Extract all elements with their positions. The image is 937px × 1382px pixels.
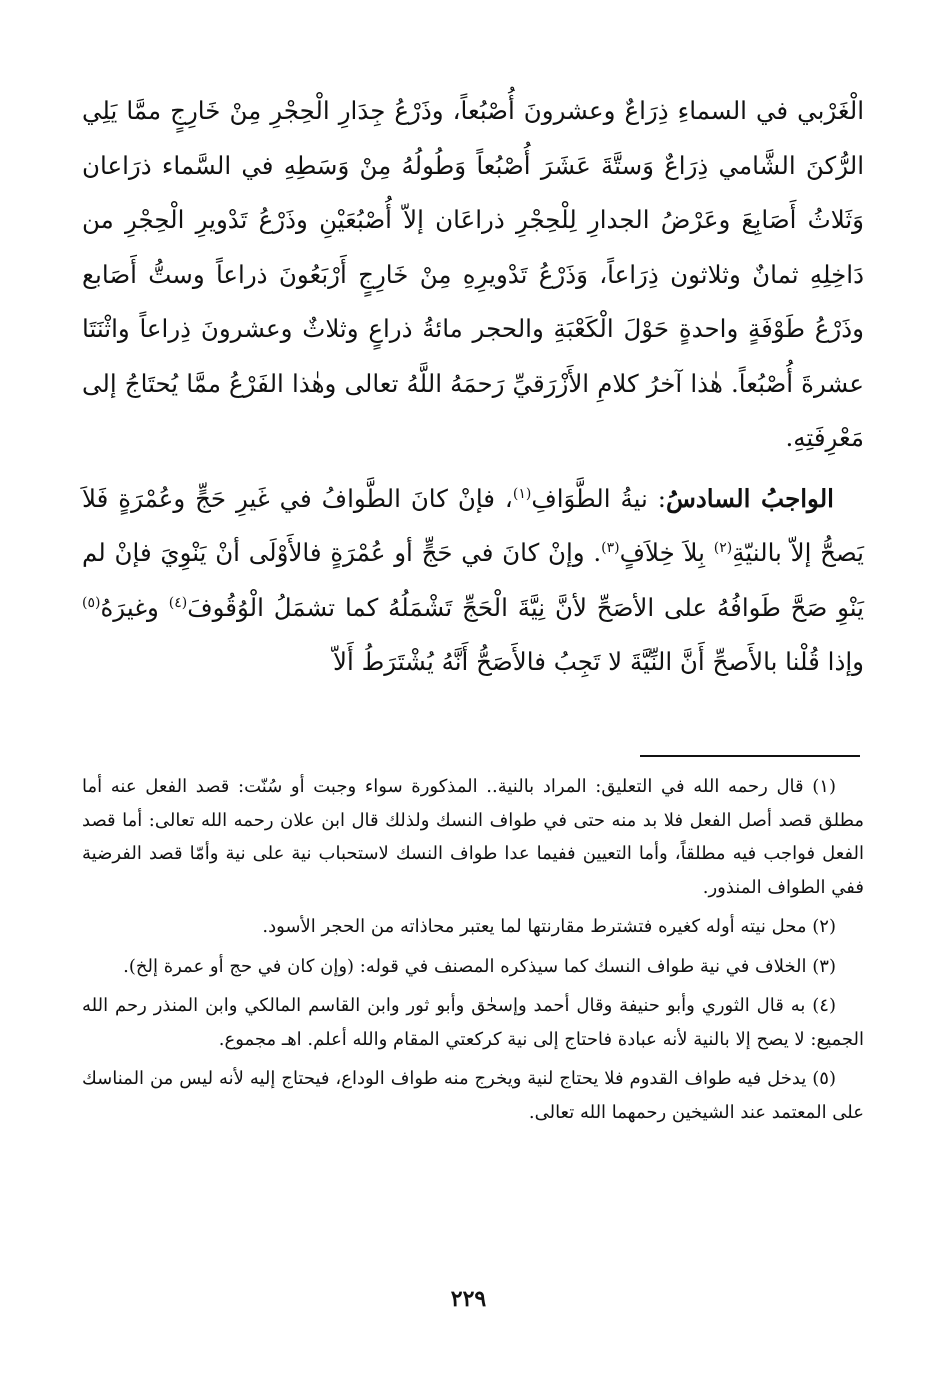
footnotes — [82, 770, 864, 1135]
footnote-ref-1: (١) — [512, 485, 532, 502]
main-text — [82, 84, 864, 690]
footnote-3: (٣) الخلاف في نية طواف النسك كما سيذكره المصنف في قوله: (وإن كان في حج أو عمرة إلخ). — [123, 955, 836, 977]
paragraph-2-segment: وإذا قُلْنا بالأَصحِّ أَنَّ النِّيَّةَ لا تَجِبُ فالأَصَحُّ أَنَّهُ يُشْتَرَطُ أَلاّ — [333, 647, 864, 676]
paragraph-2-segment: وغيرَهُ — [100, 592, 169, 622]
footnote-1: (١) قال رحمه الله في التعليق: المراد بالنية.. المذكورة سواء وجبت أو سُنّت: قصد الفعل عنه أما مطلق قصد أصل الفعل فلا بد منه حتى في طواف النسك ولذلك قال ابن علان رحمه الله تعالى: أما قصد الفعل فواجب فيه مطلقاً، وأما التعيين ففيما عدا طواف النسك لاستحباب نية على نية وأمّا قصد الفرضية ففي الطواف المنذور. — [82, 776, 864, 898]
paragraph-2-segment: : نيةُ الطَّوَافِ — [531, 483, 666, 513]
paragraph-1: الْغَرْبي في السماءِ ذِرَاعٌ وعشرونَ أُصْبُعاً، وذَرْعُ جِدَارِ الْحِجْرِ مِنْ خَارِجٍ ممَّا يَلِي الرُّكنَ الشَّامي ذِرَاعٌ وَستَّةَ عَشَرَ أُصْبُعاً وَطُولُهُ مِنْ وَسَطِهِ في السَّماء ذرَاعان وَثَلاثُ أَصَابِعَ وعَرْضُ الجدارِ لِلْحِجْرِ ذراعَان إلاّ أُصْبُعَيْنِ وذَرْعُ تَدْويرِ الْحِجْرِ من دَاخِلِهِ ثمانٌ وثلاثون ذِرَاعاً، وَذَرْعُ تَدْويرِهِ مِنْ خَارِجٍ أَرْبَعُونَ ذراعاً وستُّ أَصَابع وذَرْعُ طَوْفَةٍ واحدةٍ حَوْلَ الْكَعْبَةِ والحجر مائةُ ذراعٍ وثلاثٌ وعشرونَ ذِراعاً واثْنَتَا عشرةَ أُصْبُعاً. هٰذا آخرُ كلامِ الأَزْرَقيِّ رَحمَهُ اللَّهُ تعالى وهٰذا الفَرْعُ ممَّا يُحتَاجُ إلى مَعْرِفَتِهِ. — [82, 96, 864, 452]
footnote-separator — [640, 755, 860, 757]
paragraph-2-segment: بِلاَ خِلاَفٍ — [619, 538, 714, 567]
footnote-4: (٤) به قال الثوري وأبو حنيفة وقال أحمد وإسحٰق وأبو ثور وابن القاسم المالكي وابن المنذر رحم الله الجميع: لا يصح إلا بالنية لأنه عبادة فاحتاج إلى نية كركعتي المقام والله أعلم. اهـ مجموع. — [82, 995, 864, 1050]
footnote-5: (٥) يدخل فيه طواف القدوم فلا يحتاج لنية ويخرج منه طواف الوداع، فيحتاج إليه لأنه ليس من المناسك على المعتمد عند الشيخين رحمهما الله تعالى. — [82, 1068, 864, 1123]
paragraph-2-segment: ، فإنْ كانَ الطَّوافُ في غَيرِ حَجٍّ وعُمْرَةٍ فَلاَ يَصحُّ إلاّ بالنيّةِ — [82, 483, 864, 567]
footnote-2: (٢) محل نيته أوله كغيره فتشترط مقارنتها لما يعتبر محاذاته من الحجر الأسود. — [262, 916, 836, 937]
footnote-ref-3: (٣) — [601, 539, 620, 556]
paragraph-2-segment: . وإنْ كانَ في حَجٍّ أو عُمْرَةٍ فالأَوْلَى أنْ يَنْوِيَ فإنْ لم يَنْوِ صَحَّ طَوافُهُ على الأصَحِّ لأنَّ نِيَّةَ الْحَجِّ تَشْمَلُهُ كما تشمَلُ الْوُقُوفَ — [82, 538, 864, 622]
footnote-ref-4: (٤) — [168, 594, 188, 611]
footnote-ref-2: (٢) — [713, 539, 733, 556]
section-heading: الواجبُ السادسُ — [665, 483, 834, 513]
paragraph-2 — [82, 472, 864, 690]
page-number: ٢٢٩ — [450, 1286, 487, 1312]
footnote-ref-5: (٥) — [82, 594, 101, 611]
